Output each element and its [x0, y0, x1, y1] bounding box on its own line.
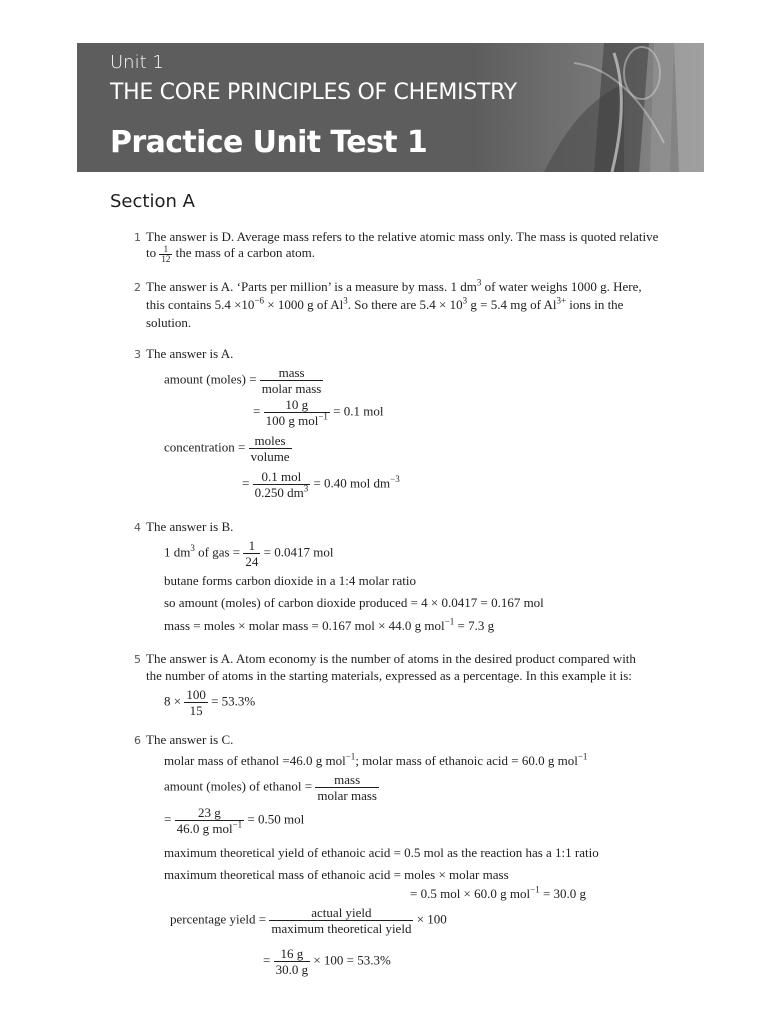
q2-l1a: The answer is A. ‘Parts per million’ is a measure by mass. 1 dm [146, 279, 477, 294]
q3-f4dsup: 3 [303, 483, 309, 494]
q2-line2 [146, 296, 623, 314]
q2-l2a: this contains 5.4 ×10 [146, 297, 255, 312]
q4-gas-b: of gas = [194, 544, 241, 560]
q3-eq: = [253, 403, 261, 419]
q6-r2: = 0.50 mol [247, 811, 305, 827]
q6-f4n: 16 g [274, 946, 311, 962]
q4-l4sup: −1 [444, 616, 455, 627]
q6-eq2: = [263, 952, 271, 968]
q1-frac-den: 12 [161, 253, 171, 264]
q6-f2d-text: 46.0 g mol [176, 821, 233, 836]
q1-line2 [146, 244, 315, 264]
q6-py-row [170, 905, 447, 936]
q6-l1sup1: −1 [345, 751, 356, 762]
q2-l2e: ions in the [566, 297, 624, 312]
q3-f1n: mass [260, 365, 324, 381]
q6-line4: maximum theoretical yield of ethanoic acid = 0.5 mol as the reaction has a 1:1 ratio [164, 845, 599, 860]
q3-f4n: 0.1 mol [253, 469, 311, 485]
q3-r4: = 0.40 mol dm [313, 475, 391, 491]
question-number: 6 [134, 734, 141, 747]
q6-l1b: ; molar mass of ethanoic acid = 60.0 g mol [355, 753, 578, 768]
q3-frac-mass [260, 365, 324, 396]
q6-frac-final [274, 946, 311, 977]
q6-frac-mass [315, 772, 379, 803]
q6-f2d [175, 821, 245, 836]
q5-fn: 100 [186, 687, 206, 702]
q6-line5: maximum theoretical mass of ethanoic acid = moles × molar mass [164, 867, 509, 882]
q3-f3n: moles [249, 433, 292, 449]
q4-line2: butane forms carbon dioxide in a 1:4 molar ratio [164, 573, 416, 588]
q6-f4d: 30.0 g [275, 962, 309, 977]
q2-l1sup: 3 [476, 277, 482, 288]
q4-line3: so amount (moles) of carbon dioxide produced = 4 × 0.0417 = 0.167 mol [164, 595, 544, 610]
q5-calc-r: = 53.3% [211, 693, 256, 709]
q6-f1n: mass [315, 772, 379, 788]
q2-l2sup4: 3+ [556, 295, 567, 306]
q6-r4: × 100 = 53.3% [313, 952, 391, 968]
q3-f1d: molar mass [261, 381, 322, 396]
q2-line1 [146, 278, 642, 296]
question-number: 4 [134, 521, 141, 534]
q4-l4b: = 7.3 g [454, 618, 495, 633]
q1-fraction [159, 245, 172, 264]
q6-l1sup2: −1 [577, 751, 588, 762]
q6-eq: = [164, 811, 172, 827]
q5-line1: The answer is A. Atom economy is the number of atoms in the desired product compared with [146, 651, 636, 666]
q1-frac-num: 1 [159, 245, 172, 255]
question-number: 1 [134, 231, 141, 244]
q6-f1d: molar mass [317, 788, 377, 803]
q3-answer: The answer is A. [146, 346, 234, 361]
q5-frac [184, 687, 208, 718]
q2-line3: solution. [146, 315, 192, 330]
q6-row2 [164, 805, 304, 836]
q6-frac-calc [175, 805, 245, 836]
q3-frac-calc2 [253, 469, 311, 500]
q2-l2c: . So there are 5.4 × 10 [347, 297, 463, 312]
q3-f2dsup: −1 [318, 411, 328, 422]
q5-calc [164, 687, 255, 718]
q1-to: to [146, 245, 157, 260]
q3-frac-calc [264, 397, 330, 428]
q5-line2: the number of atoms in the starting materials, expressed as a percentage. In this example it is: [146, 668, 632, 683]
q3-eq2: = [242, 475, 250, 491]
q4-gas-row [164, 538, 333, 569]
q3-f2n: 10 g [264, 397, 330, 413]
q2-l2d: g = 5.4 mg of Al [467, 297, 557, 312]
q3-f2d [264, 413, 330, 428]
q2-l2sup2: 3 [343, 295, 348, 306]
q2-l1b: of water weighs 1000 g. Here, [481, 279, 642, 294]
q3-f4d-text: 0.250 dm [254, 485, 304, 500]
q4-line4 [164, 617, 494, 635]
q6-amount-row [164, 772, 379, 803]
q4-fn: 1 [243, 538, 260, 554]
q4-gas-r: = 0.0417 mol [263, 544, 334, 560]
section-heading: Section A [110, 191, 195, 212]
q3-amount-row [164, 365, 323, 396]
q1-line1: The answer is D. Average mass refers to the relative atomic mass only. The mass is quoted relative [146, 229, 659, 244]
q6-l6b: = 30.0 g [539, 886, 587, 901]
q2-l2sup3: 3 [462, 295, 468, 306]
unit-label: Unit 1 [110, 52, 164, 73]
question-number: 5 [134, 653, 141, 666]
q3-amount-label: amount (moles) = [164, 371, 257, 387]
q6-times100: × 100 [416, 911, 447, 927]
q6-frac-yield [269, 905, 413, 936]
q6-line6 [410, 885, 586, 903]
q4-gas-a: 1 dm [164, 544, 191, 560]
lab-glassware-image [474, 43, 704, 172]
q5-fd: 15 [189, 703, 203, 718]
q3-row2 [253, 397, 383, 428]
q3-frac-conc [249, 433, 292, 464]
q3-row4 [242, 469, 400, 500]
q6-l1a: molar mass of ethanol =46.0 g mol [164, 753, 346, 768]
q3-conc-row [164, 433, 292, 464]
q6-line1 [164, 752, 587, 770]
q3-f2d-text: 100 g mol [265, 413, 319, 428]
q2-l2sup1: −6 [254, 295, 265, 306]
unit-subtitle: THE CORE PRINCIPLES OF CHEMISTRY [110, 80, 517, 105]
page-title: Practice Unit Test 1 [110, 125, 428, 160]
q6-l6a: = 0.5 mol × 60.0 g mol [410, 886, 531, 901]
q6-f2dsup: −1 [232, 819, 243, 830]
q6-answer: The answer is C. [146, 732, 234, 747]
q5-calc-a: 8 × [164, 693, 182, 709]
q4-fd: 24 [245, 554, 259, 569]
q6-amount-label: amount (moles) of ethanol = [164, 778, 313, 794]
q4-gas-sup: 3 [190, 543, 195, 554]
q4-answer: The answer is B. [146, 519, 234, 534]
q2-l2b: × 1000 g of Al [264, 297, 344, 312]
q6-f3d: maximum theoretical yield [271, 921, 412, 936]
q1-rest: the mass of a carbon atom. [175, 245, 315, 260]
q4-frac [243, 538, 260, 569]
q3-f4d [253, 485, 311, 500]
q3-conc-label: concentration = [164, 439, 246, 455]
q6-f3n: actual yield [269, 905, 413, 921]
q6-py-label: percentage yield = [170, 911, 267, 927]
q3-r2: = 0.1 mol [333, 403, 384, 419]
q4-l4a: mass = moles × molar mass = 0.167 mol × 44.0 g mol [164, 618, 445, 633]
q6-row-final [263, 946, 391, 977]
q3-f3d: volume [250, 449, 290, 464]
q6-f2n: 23 g [175, 805, 245, 821]
q6-l6sup: −1 [530, 884, 540, 895]
question-number: 2 [134, 281, 141, 294]
q3-r4sup: −3 [390, 474, 400, 485]
question-number: 3 [134, 348, 141, 361]
header-banner [77, 43, 704, 172]
